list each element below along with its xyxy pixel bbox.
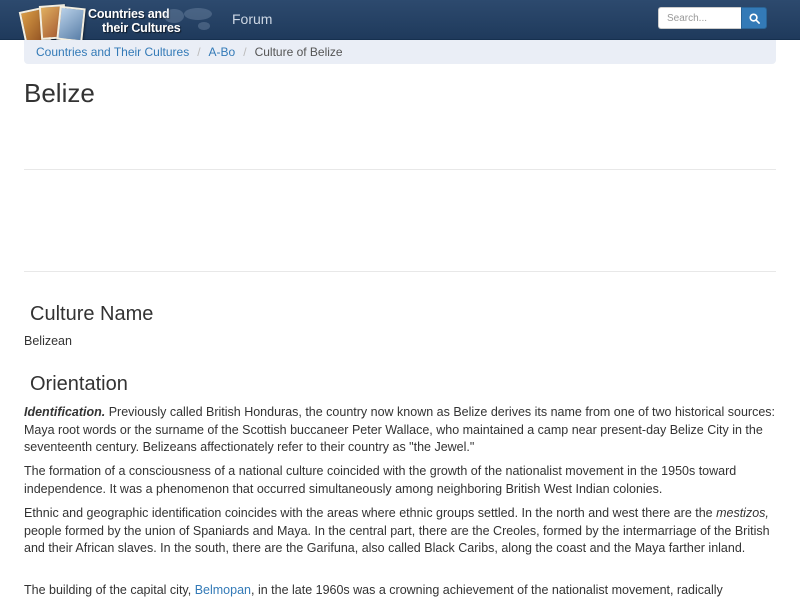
breadcrumb-current: Culture of Belize (254, 45, 343, 59)
culture-name-text: Belizean (24, 334, 72, 348)
search-form (658, 7, 767, 29)
belmopan-link[interactable]: Belmopan (194, 583, 251, 597)
paragraph-text: The building of the capital city, (24, 583, 195, 597)
search-button[interactable] (741, 7, 767, 29)
breadcrumb-separator: / (197, 45, 201, 59)
breadcrumb-link-countries[interactable]: Countries and Their Cultures (36, 45, 190, 59)
paragraph-ethnic-identification (24, 505, 776, 558)
paragraph-text: , in the late 1960s was a crowning achievement of the nationalist movement, radically (251, 583, 723, 597)
section-heading-orientation: Orientation (30, 373, 128, 395)
breadcrumb-link-a-bo[interactable]: A-Bo (208, 45, 236, 59)
logo-line1: Countries and (88, 7, 170, 21)
paragraph-lead: Identification. (24, 405, 106, 419)
logo-line2: their Cultures (102, 21, 181, 35)
paragraph-text: Ethnic and geographic identification coincides with the areas where ethnic groups settled. In the north and west there are the (24, 506, 717, 520)
divider (24, 169, 776, 170)
paragraph-national-culture: The formation of a consciousness of a national culture coincided with the growth of the nationalist movement in the 1950s toward independence. It was a phenomenon that occurred simultaneously among neighboring British West Indian colonies. (24, 464, 737, 496)
breadcrumb-separator: / (243, 45, 247, 59)
paragraph-italic: mestizos, (716, 506, 769, 520)
search-icon (749, 13, 760, 24)
section-heading-culture-name: Culture Name (30, 303, 154, 325)
top-navbar (0, 0, 800, 40)
paragraph-text: people formed by the union of Spaniards and Maya. In the central part, there are the Creoles, formed by the intermarriage of the British and their African slaves. In the south, there are the Garifuna, also called Black Caribs, along the coast and the Maya farther inland. (24, 523, 770, 555)
divider (24, 271, 776, 272)
paragraph-capital-city (24, 582, 776, 600)
paragraph-identification (24, 404, 776, 457)
nav-forum-link[interactable]: Forum (232, 11, 273, 27)
logo-image (22, 3, 86, 43)
page-title: Belize (24, 78, 95, 108)
world-map-icon (160, 4, 220, 34)
paragraph-text: Previously called British Honduras, the country now known as Belize derives its name from one of two historical sources: Maya root words or the surname of the Scottish buccaneer Peter Wallace, who maintained a camp near present-day Belize City in the seventeenth century. Belizeans affectionately refer to their country as "the Jewel." (24, 405, 775, 454)
breadcrumb (24, 40, 776, 64)
search-input[interactable] (658, 7, 741, 29)
